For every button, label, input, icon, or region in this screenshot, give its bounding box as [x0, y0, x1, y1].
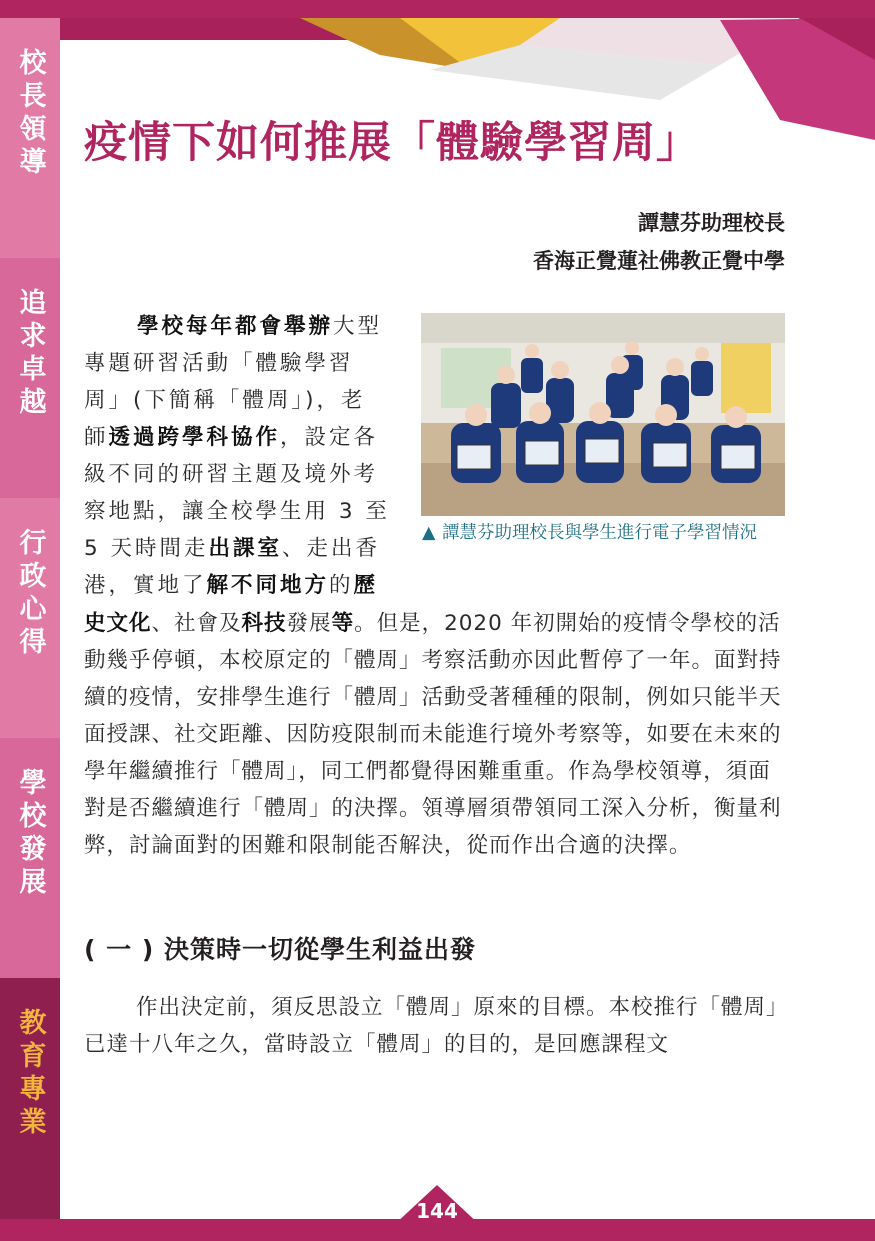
emphasis-text: 出課室 [208, 536, 283, 561]
section-heading: ( 一 ) 決策時一切從學生利益出發 [84, 935, 476, 964]
caption-text: 譚慧芬助理校長與學生進行電子學習情況 [442, 523, 757, 543]
sidebar-item-label: 學校發展 [14, 768, 46, 900]
body-text: 發展 [286, 611, 332, 636]
sidebar-item-label: 行政心得 [14, 528, 46, 660]
emphasis-text: 歷 [353, 573, 379, 598]
body-paragraph-2: 作出決定前，須反思設立「體周」原來的目標。本校推行「體周」已達十八年之久，當時設立「體周」的目的，是回應課程文 [84, 995, 778, 1057]
body-paragraph-continued [84, 605, 786, 864]
body-text: ，設定各級不同的研習主題及境外考察地點，讓全校學生用 3 至 5 天時間走 [84, 425, 390, 561]
students-e-learning-photo [421, 313, 785, 516]
intro-paragraph [84, 308, 390, 604]
author-school: 香海正覺蓮社佛教正覺中學 [533, 248, 785, 273]
sidebar-item-label: 追求卓越 [14, 288, 46, 420]
sidebar-item-school-development[interactable] [0, 738, 60, 978]
sidebar-item-label: 教育專業 [14, 1008, 46, 1140]
sidebar-item-principal-leadership[interactable] [0, 18, 60, 258]
caption-triangle-icon: ▲ [422, 523, 436, 543]
emphasis-text: 史文化 [84, 611, 152, 636]
body-text: 大型專題研習活動「體驗學習周」(下簡稱「體周」)，老師 [84, 314, 383, 450]
body-text: 、走出香港，實地了 [84, 536, 381, 598]
author-name: 譚慧芬助理校長 [638, 210, 785, 235]
emphasis-text: 透過跨學科協作 [108, 425, 281, 450]
section-sidebar [0, 18, 60, 1221]
emphasis-text: 學校每年都會舉辦 [137, 314, 334, 339]
body-text: 的 [329, 573, 354, 598]
photo-caption [422, 521, 788, 546]
emphasis-text: 等 [331, 611, 355, 636]
sidebar-item-admin-insights[interactable] [0, 498, 60, 738]
emphasis-text: 科技 [241, 611, 287, 636]
body-text: 、社會及 [151, 611, 242, 636]
sidebar-item-label: 校長領導 [14, 48, 46, 180]
emphasis-text: 解不同地方 [206, 573, 330, 598]
article-title: 疫情下如何推展「體驗學習周」 [84, 118, 700, 168]
body-text: 。但是，2020 年初開始的疫情令學校的活動幾乎停頓，本校原定的「體周」考察活動亦因此暫停了一年。面對持續的疫情，安排學生進行「體周」活動受著種種的限制，例如只能半天面授課、社交距離、因防疫限制而未能進行境外考察等，如要在未來的學年繼續推行「體周」，同工們都覺得困難重重。作為學校領導，須面對是否繼續進行「體周」的決擇。領導層須帶領同工深入分析，衡量利弊，討論面對的困難和限制能否解決，從而作出合適的決擇。 [84, 611, 782, 858]
sidebar-item-education-professional[interactable] [0, 978, 60, 1221]
sidebar-item-pursuing-excellence[interactable] [0, 258, 60, 498]
page-number: 144 [416, 1199, 458, 1223]
author-block [533, 204, 785, 280]
